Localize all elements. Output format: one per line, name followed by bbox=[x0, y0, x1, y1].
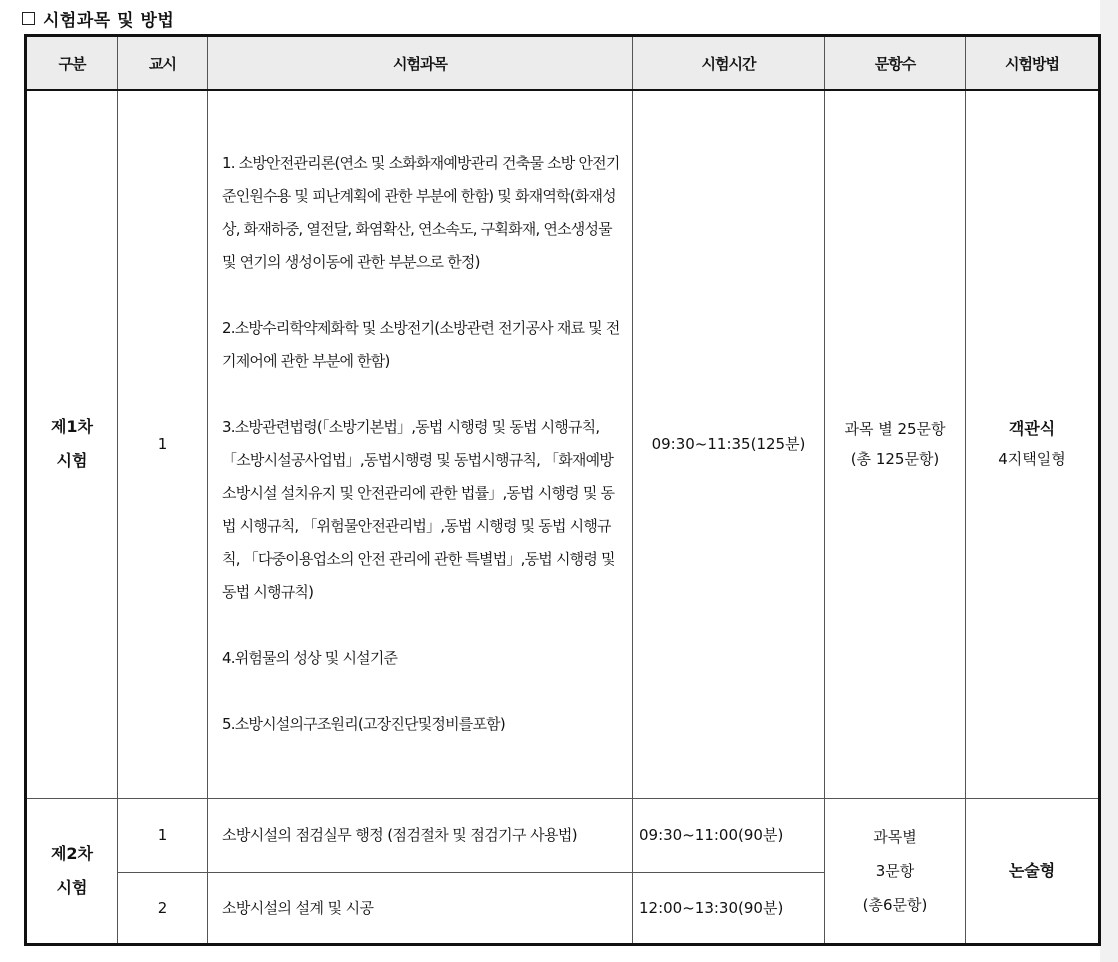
round1-time-cell: 09:30~11:35(125분) bbox=[633, 90, 825, 798]
round1-questions-cell: 과목 별 25문항 (총 125문항) bbox=[825, 90, 966, 798]
round2-subject-cell: 소방시설의 점검실무 행정 (점검절차 및 점검기구 사용법) bbox=[208, 798, 633, 872]
table-row bbox=[26, 90, 1100, 798]
round1-name-cell: 제1차 시험 bbox=[26, 90, 118, 798]
section-heading-text: 시험과목 및 방법 bbox=[43, 10, 175, 31]
round2-name-cell: 제2차 시험 bbox=[26, 798, 118, 944]
subject-item: 1. 소방안전관리론(연소 및 소화화재예방관리 건축물 소방 안전기준인원수용 및 피난계획에 관한 부분에 한함) 및 화재역학(화재성상, 화재하중, 열전달, 화염확산, 연소속도, 구획화재, 연소생성물 및 연기의 생성이동에 관한 부분으로 한정) bbox=[222, 154, 620, 272]
header-subject: 시험과목 bbox=[208, 36, 633, 91]
subject-item: 5.소방시설의구조원리(고장진단및정비를포함) bbox=[222, 715, 505, 734]
checkbox-square-icon bbox=[22, 12, 35, 25]
round1-subjects-cell bbox=[208, 90, 633, 798]
table-row bbox=[26, 798, 1100, 872]
round2-subject-cell: 소방시설의 설계 및 시공 bbox=[208, 872, 633, 944]
round2-period-cell: 1 bbox=[118, 798, 208, 872]
round2-period-cell: 2 bbox=[118, 872, 208, 944]
round1-period-cell: 1 bbox=[118, 90, 208, 798]
round2-method-cell: 논술형 bbox=[966, 798, 1100, 944]
header-method: 시험방법 bbox=[966, 36, 1100, 91]
table-header-row bbox=[26, 36, 1100, 91]
page-scroll-strip bbox=[1100, 0, 1118, 962]
header-category: 구분 bbox=[26, 36, 118, 91]
section-heading bbox=[22, 6, 174, 30]
subject-item: 2.소방수리학약제화학 및 소방전기(소방관련 전기공사 재료 및 전기제어에 관한 부분에 한함) bbox=[222, 319, 620, 371]
subject-item: 4.위험물의 성상 및 시설기준 bbox=[222, 649, 398, 668]
round2-time-cell: 09:30~11:00(90분) bbox=[633, 798, 825, 872]
round2-questions-cell: 과목별 3문항 (총6문항) bbox=[825, 798, 966, 944]
header-period: 교시 bbox=[118, 36, 208, 91]
subject-item: 3.소방관련법령(「소방기본법」,동법 시행령 및 동법 시행규칙, 「소방시설공사업법」,동법시행령 및 동법시행규칙, 「화재예방소방시설 설치유지 및 안전관리에 관한 법률」,동법 시행령 및 동법 시행규칙, 「위험물안전관리법」,동법 시행령 및 동법 시행규칙, 「다중이용업소의 안전 관리에 관한 특별법」,동법 시행령 및 동법 시행규칙) bbox=[222, 418, 615, 602]
round1-method-cell: 객관식 4지택일형 bbox=[966, 90, 1100, 798]
exam-table bbox=[24, 34, 1101, 946]
header-questions: 문항수 bbox=[825, 36, 966, 91]
round2-time-cell: 12:00~13:30(90분) bbox=[633, 872, 825, 944]
header-time: 시험시간 bbox=[633, 36, 825, 91]
